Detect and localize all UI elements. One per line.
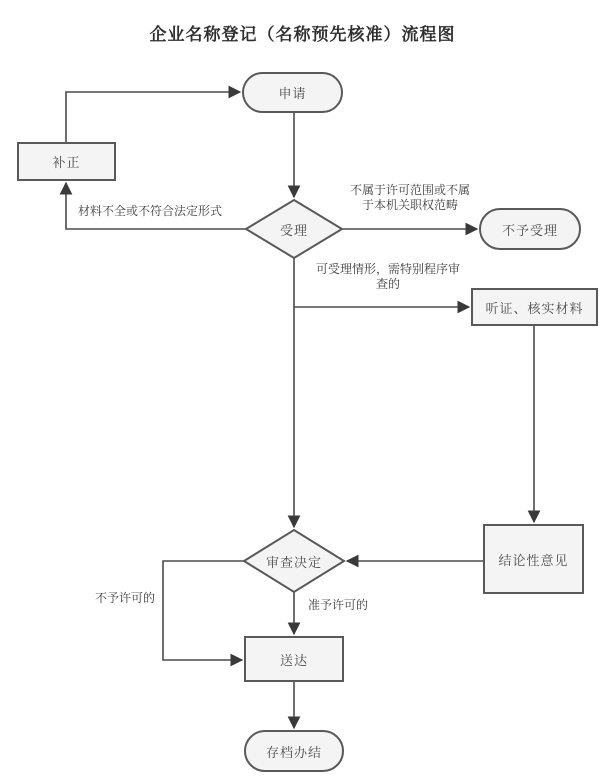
edge-acceptance-to-correction bbox=[66, 183, 246, 229]
delivery-process-shape bbox=[245, 637, 343, 681]
archive-node-label: 存档办结 bbox=[265, 744, 322, 760]
edge-label-permitted: 准予许可的 bbox=[307, 598, 368, 612]
edge-label-materials-incomplete: 材料不全或不符合法定形式 bbox=[77, 204, 222, 218]
edge-review-decision-to-delivery-left bbox=[163, 561, 244, 660]
edge-label-not-permitted: 不予许可的 bbox=[94, 591, 155, 605]
delivery-node-label: 送达 bbox=[279, 652, 308, 668]
not-accepted-terminator-shape bbox=[480, 209, 580, 249]
edge-correction-to-apply bbox=[66, 92, 240, 143]
conclusive-opinion-node-label: 结论性意见 bbox=[498, 552, 569, 568]
edge-label-out-of-scope: 不属于许可范围或不属于本机关职权范畴 bbox=[349, 183, 470, 212]
acceptance-node-label: 受理 bbox=[279, 222, 308, 238]
apply-terminator-shape bbox=[243, 73, 342, 112]
archive-terminator-shape bbox=[245, 731, 343, 771]
not-accepted-node-label: 不予受理 bbox=[501, 222, 558, 238]
correction-process-shape bbox=[18, 143, 115, 180]
edge-label-special-procedure: 可受理情形，需特别程序审查的 bbox=[315, 262, 460, 291]
hearing-node-label: 听证、核实材料 bbox=[485, 300, 584, 316]
review-decision-node-label: 审查决定 bbox=[265, 554, 322, 570]
review-decision-shape bbox=[244, 530, 344, 592]
hearing-process-shape bbox=[472, 289, 597, 325]
correction-node-label: 补正 bbox=[52, 155, 81, 170]
acceptance-decision-shape bbox=[246, 200, 342, 258]
conclusive-opinion-process-shape bbox=[484, 525, 583, 593]
apply-node-label: 申请 bbox=[278, 86, 307, 101]
page-title: 企业名称登记（名称预先核准）流程图 bbox=[149, 25, 456, 44]
